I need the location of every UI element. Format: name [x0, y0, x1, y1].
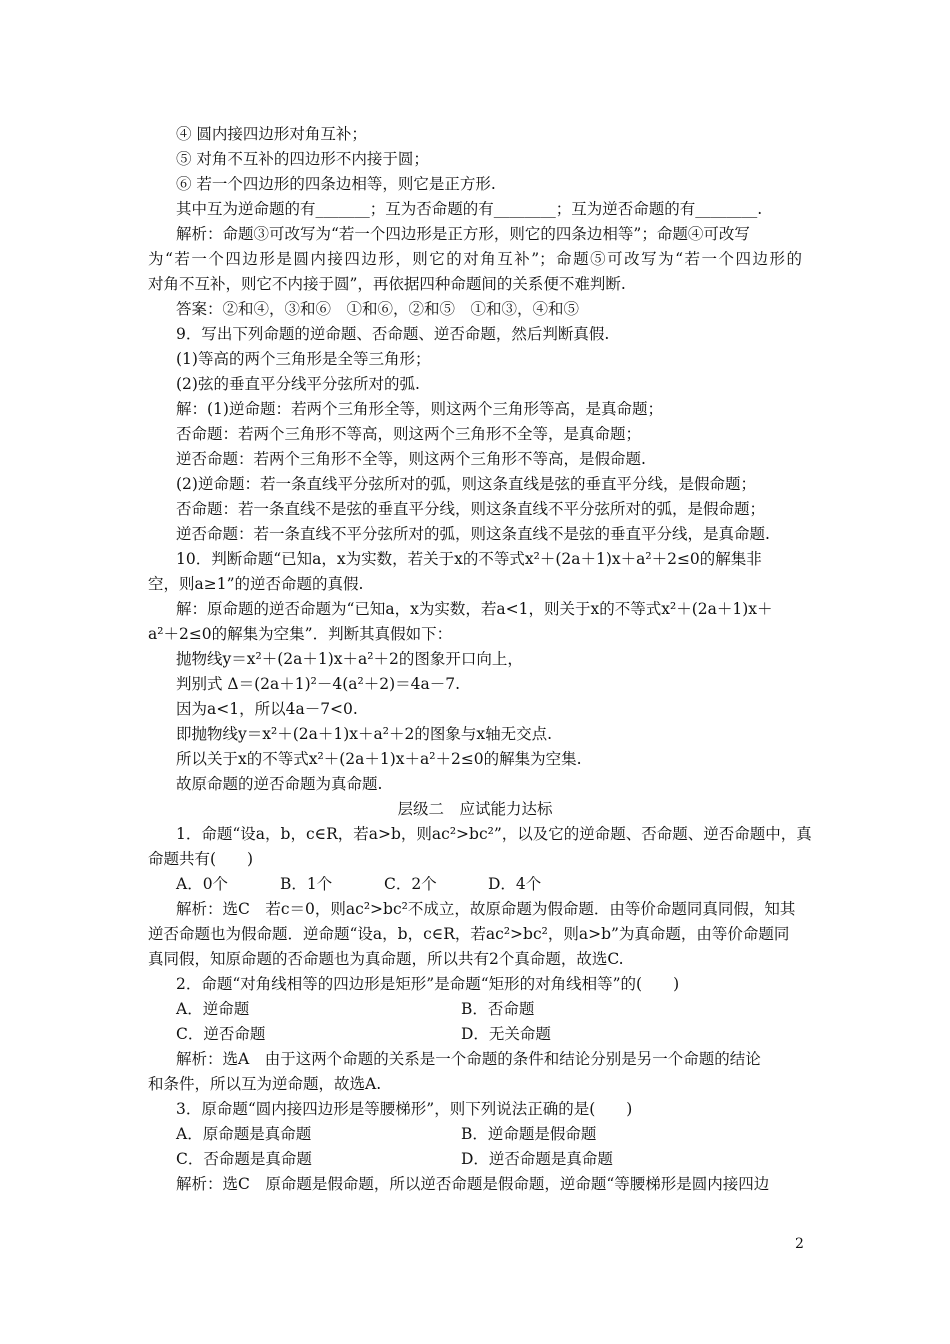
option-b: B．逆命题是假命题: [461, 1125, 597, 1143]
text-line: 解析：选C 原命题是假命题，所以逆否命题是假命题，逆命题“等腰梯形是圆内接四边: [176, 1175, 770, 1193]
text-line: 解析：选A 由于这两个命题的关系是一个命题的条件和结论分别是另一个命题的结论: [176, 1050, 761, 1068]
text-line: 判别式 Δ＝(2a＋1)²－4(a²＋2)＝4a－7.: [176, 675, 461, 693]
text-line: ⑤ 对角不互补的四边形不内接于圆；: [176, 150, 429, 168]
text-line: 逆否命题：若两个三角形不全等，则这两个三角形不等高，是假命题.: [176, 450, 646, 468]
text-line: 即抛物线y＝x²＋(2a＋1)x＋a²＋2的图象与x轴无交点.: [176, 725, 552, 743]
question-3: 3．原命题“圆内接四边形是等腰梯形”，则下列说法正确的是( ): [176, 1100, 633, 1118]
text-line: 空，则a≥1”的逆否命题的真假.: [148, 575, 364, 593]
option-a: A．原命题是真命题: [176, 1125, 312, 1143]
question-1: 1．命题“设a，b，c∈R，若a>b，则ac²>bc²”，以及它的逆命题、否命题、逆否命题中，真: [176, 825, 812, 843]
question-9: 9．写出下列命题的逆命题、否命题、逆否命题，然后判断真假.: [176, 325, 610, 343]
section-heading: 层级二 应试能力达标: [397, 800, 553, 818]
text-line: (2)弦的垂直平分线平分弦所对的弧.: [176, 375, 420, 393]
text-line: 其中互为逆命题的有_______；互为否命题的有________；互为逆否命题的有________.: [176, 200, 763, 218]
option-a: A．逆命题: [176, 1000, 250, 1018]
option-c: C．2个: [384, 875, 437, 893]
option-d: D．4个: [488, 875, 542, 893]
text-line: 解析：选C 若c＝0，则ac²>bc²不成立，故原命题为假命题．由等价命题同真同假，知其: [176, 900, 796, 918]
text-line: 否命题：若两个三角形不等高，则这两个三角形不全等，是真命题；: [176, 425, 642, 443]
text-line: 故原命题的逆否命题为真命题.: [176, 775, 383, 793]
text-line: (2)逆命题：若一条直线平分弦所对的弧，则这条直线是弦的垂直平分线，是假命题；: [176, 475, 756, 493]
text-line: 解：原命题的逆否命题为“已知a，x为实数，若a<1，则关于x的不等式x²＋(2a＋1)x＋: [176, 600, 773, 618]
answer-line: 答案：②和④，③和⑥ ①和⑥，②和⑤ ①和③，④和⑤: [176, 300, 580, 318]
text-line: 解：(1)逆命题：若两个三角形全等，则这两个三角形等高，是真命题；: [176, 400, 663, 418]
text-line: 因为a<1，所以4a－7<0.: [176, 700, 358, 718]
option-b: B．1个: [280, 875, 333, 893]
text-line: 对角不互补，则它不内接于圆”，再依据四种命题间的关系便不难判断.: [148, 275, 626, 293]
option-b: B．否命题: [461, 1000, 535, 1018]
text-line: ⑥ 若一个四边形的四条边相等，则它是正方形.: [176, 175, 496, 193]
text-line: 所以关于x的不等式x²＋(2a＋1)x＋a²＋2≤0的解集为空集.: [176, 750, 582, 768]
text-line: 抛物线y＝x²＋(2a＋1)x＋a²＋2的图象开口向上，: [176, 650, 523, 668]
text-line: 命题共有( ): [148, 850, 254, 868]
text-line: 逆否命题也为假命题．逆命题“设a，b，c∈R，若ac²>bc²，则a>b”为真命题，由等价命题同: [148, 925, 790, 943]
text-line: 真同假，知原命题的否命题也为真命题，所以共有2个真命题，故选C.: [148, 950, 624, 968]
option-d: D．逆否命题是真命题: [461, 1150, 613, 1168]
option-a: A．0个: [176, 875, 229, 893]
text-line: 否命题：若一条直线不是弦的垂直平分线，则这条直线不平分弦所对的弧，是假命题；: [176, 500, 766, 518]
question-2: 2．命题“对角线相等的四边形是矩形”是命题“矩形的对角线相等”的( ): [176, 975, 680, 993]
option-d: D．无关命题: [461, 1025, 551, 1043]
option-c: C．逆否命题: [176, 1025, 266, 1043]
text-line: ④ 圆内接四边形对角互补；: [176, 125, 367, 143]
question-10: 10．判断命题“已知a，x为实数，若关于x的不等式x²＋(2a＋1)x＋a²＋2≤0的解集非: [176, 550, 762, 568]
text-line: 和条件，所以互为逆命题，故选A.: [148, 1075, 382, 1093]
text-line: (1)等高的两个三角形是全等三角形；: [176, 350, 431, 368]
text-line: 逆否命题：若一条直线不平分弦所对的弧，则这条直线不是弦的垂直平分线，是真命题.: [176, 525, 770, 543]
text-line: 为“若一个四边形是圆内接四边形，则它的对角互补”；命题⑤可改写为“若一个四边形的: [148, 250, 802, 268]
option-c: C．否命题是真命题: [176, 1150, 312, 1168]
page-number: 2: [795, 1236, 804, 1252]
text-line: a²＋2≤0的解集为空集”．判断其真假如下：: [148, 625, 453, 643]
text-line: 解析：命题③可改写为“若一个四边形是正方形，则它的四条边相等”；命题④可改写: [176, 225, 750, 243]
